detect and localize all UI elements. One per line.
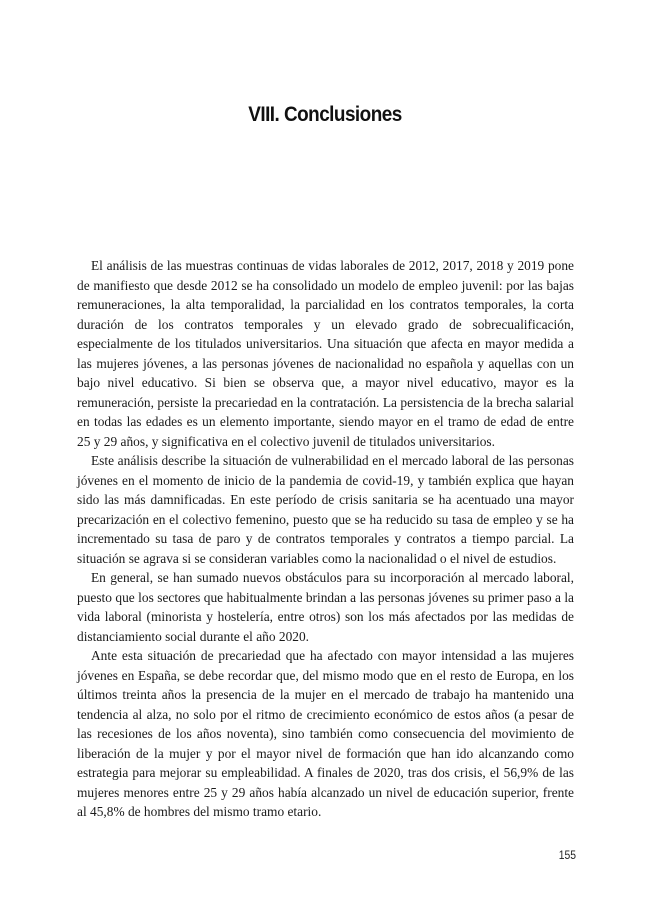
paragraph-2: Este análisis describe la situación de vulnerabilidad en el mercado laboral de las personas jóvenes en el momento de inicio de la pandemia de covid-19, y también explica que hayan sido las más damnificadas. En este período de crisis sanitaria se ha acentuado una mayor precarización en el colectivo femenino, puesto que se ha reducido su tasa de empleo y se ha incrementado su tasa de paro y de contratos temporales y contratos a tiempo parcial. La situación se agrava si se consideran variables como la nacionalidad o el nivel de estudios. [77, 453, 574, 566]
page-number: 155 [558, 850, 576, 862]
paragraph-4: Ante esta situación de precariedad que ha afectado con mayor intensidad a las mujeres jóvenes en España, se debe recordar que, del mismo modo que en el resto de Europa, en los últimos treinta años la presencia de la mujer en el mercado de trabajo ha mantenido una tendencia al alza, no solo por el ritmo de crecimiento económico de estos años (a pesar de las recesiones de los años noventa), sino también como consecuencia del movimiento de liberación de la mujer y por el mayor nivel de formación que han ido alcanzando como estrategia para mejorar su empleabilidad. A finales de 2020, tras dos crisis, el 56,9% de las mujeres menores entre 25 y 29 años había alcanzado un nivel de educación superior, frente al 45,8% de hombres del mismo tramo etario. [77, 648, 574, 819]
chapter-title: VIII. Conclusiones [248, 102, 402, 127]
body-text [77, 256, 574, 822]
paragraph-3: En general, se han sumado nuevos obstáculos para su incorporación al mercado laboral, puesto que los sectores que habitualmente brindan a las personas jóvenes su primer paso a la vida laboral (minorista y hostelería, entre otros) son los más afectados por las medidas de distanciamiento social durante el año 2020. [77, 570, 574, 644]
paragraph-1: El análisis de las muestras continuas de vidas laborales de 2012, 2017, 2018 y 2019 pone de manifiesto que desde 2012 se ha consolidado un modelo de empleo juvenil: por las bajas remuneraciones, la alta temporalidad, la parcialidad en los contratos temporales, la corta duración de los contratos temporales y un elevado grado de sobrecualificación, especialmente de los titulados universitarios. Una situación que afecta en mayor medida a las mujeres jóvenes, a las personas jóvenes de nacionalidad no española y aquellas con un bajo nivel educativo. Si bien se observa que, a mayor nivel educativo, mayor es la remuneración, persiste la precariedad en la contratación. La persistencia de la brecha salarial en todas las edades es un elemento importante, siendo mayor en el tramo de edad de entre 25 y 29 años, y significativa en el colectivo juvenil de titulados universitarios. [77, 258, 574, 449]
